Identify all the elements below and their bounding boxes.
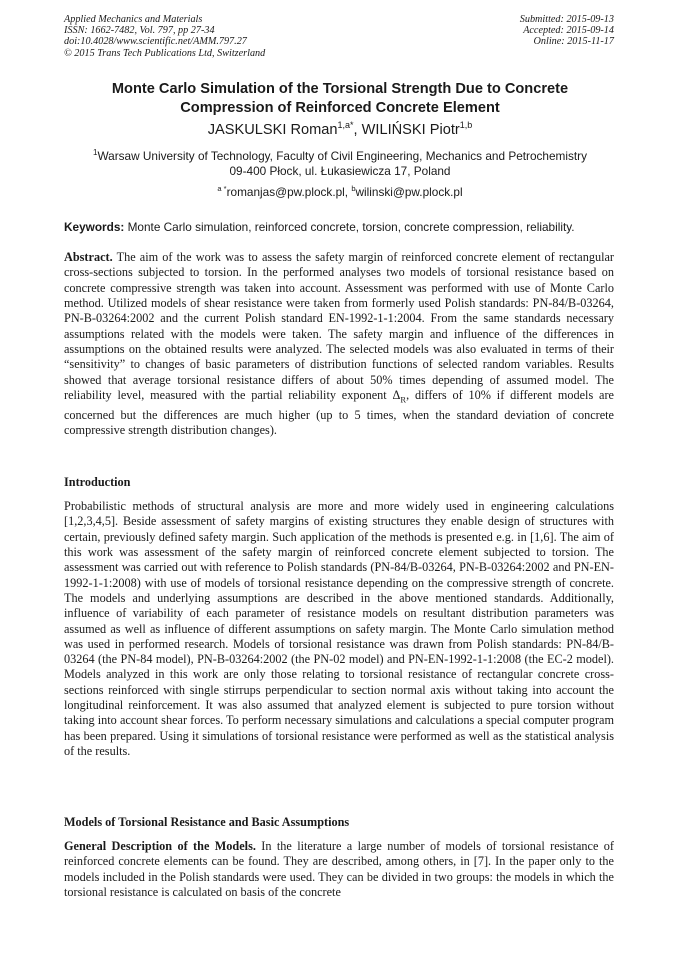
general-description-label: General Description of the Models. [64, 839, 256, 853]
abstract-text-1: The aim of the work was to assess the safety margin of reinforced concrete element of rectangular cross-sections subjected to torsion. In the performed analyses two models of torsional resistance based on concrete compressive strength was taken into account. Assessment was performed with use of Monte Carlo method. Utilized models of shear resistance were taken from formerly used Polish standards: PN-84/B-03264, PN-B-03264:2002 and the current Polish standard EN-1992-1-1:2004. From the same standards necessary assumptions related with the models were taken. The safety margin and influence of the differences in assumptions on the obtained results were analyzed. The selected models was also evaluated in terms of their “sensitivity” to changes of basic parameters of distribution functions of selected random variables. Results showed that average torsional resistance differs of about 50% times depending of assumed model. The reliability level, measured with the partial reliability exponent Δ [64, 250, 614, 402]
author-separator: , [353, 122, 362, 138]
keywords-label: Keywords: [64, 220, 125, 234]
doi-line: doi:10.4028/www.scientific.net/AMM.797.27 [64, 36, 247, 48]
author-2: WILIŃSKI Piotr [361, 122, 460, 138]
abstract [64, 250, 614, 438]
abstract-label: Abstract. [64, 250, 113, 264]
general-description-text: In the literature a large number of models of torsional resistance of reinforced concrete elements can be found. They are described, among others, in [7]. In the paper only to the models included in the Polish standards were used. They can be divided in two groups: the models in which the torsional resistance is calculated on basis of the concrete [64, 839, 614, 899]
introduction-heading: Introduction [64, 475, 131, 489]
submitted-date: Submitted: 2015-09-13 [519, 14, 614, 25]
general-description [64, 839, 614, 900]
affiliation [64, 149, 616, 179]
dates-header [520, 14, 614, 48]
introduction-text: Probabilistic methods of structural analysis are more and more widely used in engineering calculations [1,2,3,4,5]. Beside assessment of safety margins of existing structures they enable design of structures with certain, previously defined safety margin. Such application of the methods is presented e.g. in [1,6]. The aim of this work was assessment of the safety margin of reinforced concrete element subjected to torsion. The assessment was carried out with reference to Polish standards (PN-84/B-03264, PN-B-03264:2002 and PN-EN-1992-1-1:2008) with use of models of torsional resistance depending on the compressive strength of concrete. The models and underlying assumptions are described in the above mentioned standards. Additionally, influence of variability of each parameter of resistance models on resultant distribution parameters was assumed as well as influence of different assumptions on safety margin. The Monte Carlo simulation method was used in performed research. Models of torsional resistance was drawn from Polish standards: PN-84/B-03264 (the PN-84 model), PN-B-03264:2002 (the PN-02 model) and PN-EN-1992-1-1:2008 (the EC-2 model). Models analyzed in this work are only those relating to torsional resistance of rectangular concrete cross-sections reinforced with single stirrups perpendicular to section normal axis without taking into account the longitudinal reinforcement. It was also assumed that analyzed element is subjected to pure torsion without taking into account shear forces. To perform necessary simulations and calculations a special computer program has been prepared. Using it simulations of torsional resistance were performed as well as the statistical analysis of the results. [64, 499, 614, 758]
author-1: JASKULSKI Roman [207, 122, 338, 138]
affiliation-line-1: Warsaw University of Technology, Faculty of Civil Engineering, Mechanics and Petrochemistry [97, 149, 587, 163]
affiliation-marker: 1 [92, 148, 98, 157]
keywords-text: Monte Carlo simulation, reinforced concrete, torsion, concrete compression, reliability. [124, 220, 575, 234]
author-2-marks: 1,b [459, 120, 473, 130]
email-a-marker: a * [217, 184, 227, 193]
abstract-subscript: R [400, 394, 407, 405]
accepted-date: Accepted: 2015-09-14 [523, 25, 614, 37]
email-separator: , [344, 185, 352, 199]
author-list [64, 121, 616, 140]
journal-header [64, 14, 265, 59]
paper-title [64, 80, 616, 118]
title-line-1: Monte Carlo Simulation of the Torsional Strength Due to Concrete [111, 81, 569, 97]
abstract-text-2: , differs of 10% if different models are concerned but the differences are much higher (up to 5 times, when the standard deviation of concrete compressive strength distribution changes). [64, 387, 614, 437]
author-1-marks: 1,a* [337, 120, 354, 130]
email-b: wilinski@pw.plock.pl [355, 185, 463, 199]
issn-line: ISSN: 1662-7482, Vol. 797, pp 27-34 [64, 25, 215, 37]
email-b-marker: b [351, 184, 356, 193]
author-emails [64, 185, 616, 200]
models-heading: Models of Torsional Resistance and Basic Assumptions [64, 815, 350, 829]
journal-name: Applied Mechanics and Materials [64, 14, 203, 25]
copyright-line: © 2015 Trans Tech Publications Ltd, Switzerland [64, 47, 266, 59]
email-a: romanjas@pw.plock.pl [226, 185, 345, 199]
online-date: Online: 2015-11-17 [533, 36, 614, 48]
title-line-2: Compression of Reinforced Concrete Element [180, 100, 500, 116]
keywords [64, 220, 616, 235]
affiliation-line-2: 09-400 Płock, ul. Łukasiewicza 17, Poland [229, 164, 451, 178]
